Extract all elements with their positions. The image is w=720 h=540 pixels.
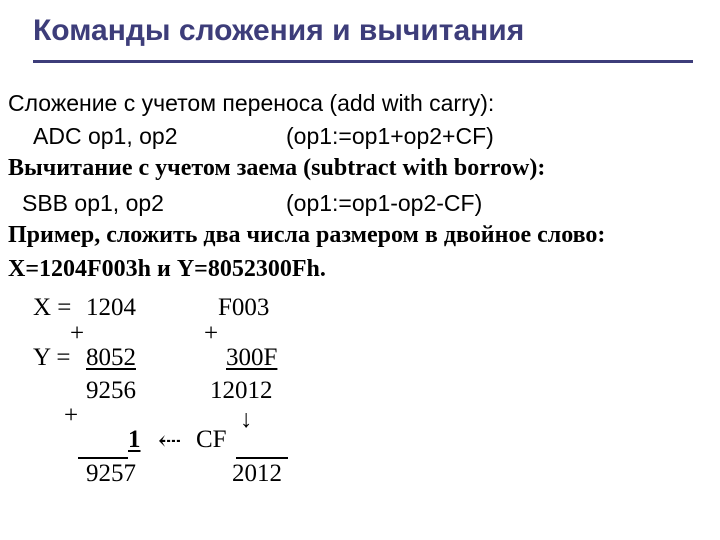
x-high-word: 1204 — [86, 294, 136, 321]
plus-low: + — [204, 320, 219, 347]
x-low-word: F003 — [218, 294, 270, 321]
x-label: X = — [33, 294, 72, 321]
y-high-word: 8052 — [86, 344, 136, 371]
carry-value: 1 — [128, 426, 141, 453]
cf-label: CF — [196, 426, 227, 453]
sum-high-word: 9256 — [86, 377, 136, 404]
sbb-description: Вычитание с учетом заема (subtract with borrow): — [8, 155, 546, 181]
title-underline — [33, 60, 693, 63]
arrow-down-icon: ↓ — [240, 406, 253, 433]
adc-syntax: ADC op1, op2 — [33, 123, 178, 149]
y-low-word: 300F — [226, 344, 278, 371]
adc-description: Сложение с учетом переноса (add with carry): — [8, 90, 495, 116]
sum-low-word: 12012 — [210, 377, 273, 404]
carry-blank-line — [78, 433, 128, 459]
sbb-syntax: SBB op1, op2 — [22, 190, 164, 216]
slide-title: Команды сложения и вычитания — [33, 14, 525, 47]
arrow-left-icon: ⇠ — [158, 426, 182, 457]
example-description: Пример, сложить два числа размером в двойное слово: — [8, 222, 606, 248]
adc-formula: (op1:=op1+op2+CF) — [286, 123, 494, 149]
cf-blank-line — [236, 433, 288, 459]
example-values: X=1204F003h и Y=8052300Fh. — [8, 256, 326, 282]
plus-carry: + — [64, 402, 79, 429]
y-label: Y = — [33, 344, 71, 371]
sbb-formula: (op1:=op1-op2-CF) — [286, 190, 483, 216]
result-high-word: 9257 — [86, 460, 136, 487]
result-low-word: 2012 — [232, 460, 282, 487]
plus-high: + — [70, 320, 85, 347]
